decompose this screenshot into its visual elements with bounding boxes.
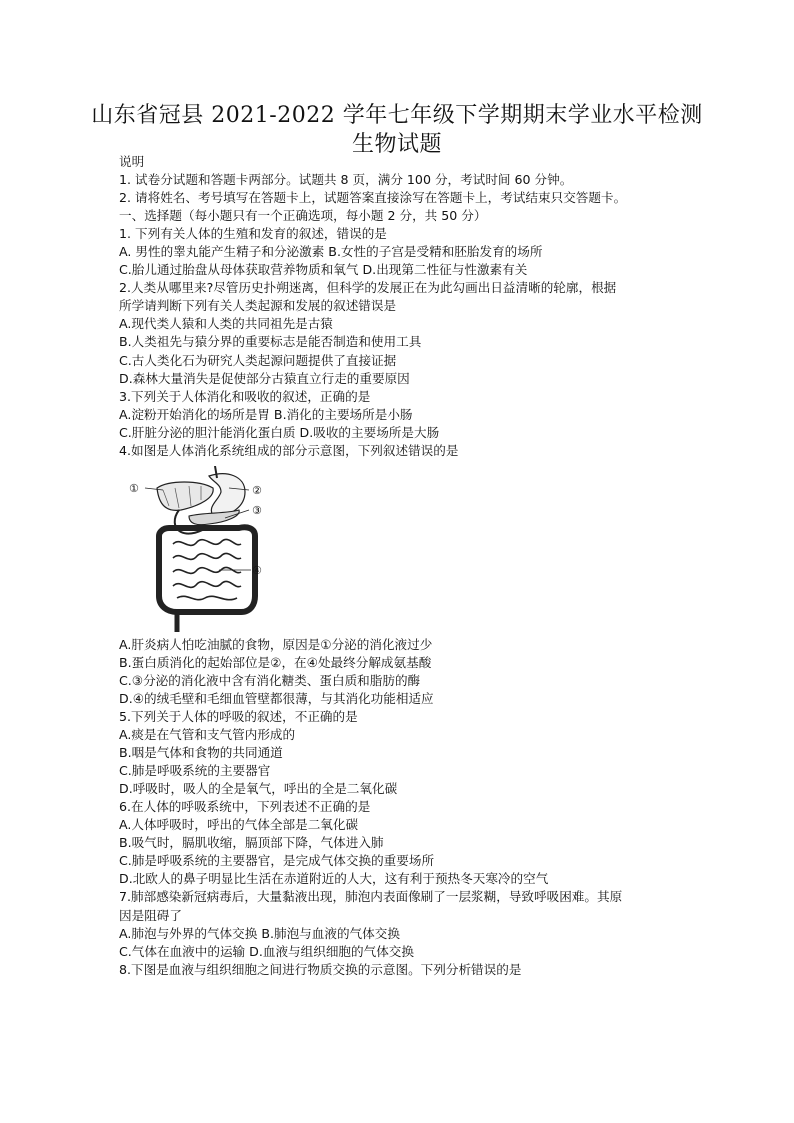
question-option: D.北欧人的鼻子明显比生活在赤道附近的人大，这有利于预热冬天寒冷的空气 xyxy=(119,871,549,887)
question-option: B.咽是气体和食物的共同通道 xyxy=(119,745,283,761)
question-stem: 4.如图是人体消化系统组成的部分示意图，下列叙述错误的是 xyxy=(119,442,459,458)
question-stem: 1. 下列有关人体的生殖和发育的叙述，错误的是 xyxy=(119,226,387,242)
question-option: A.现代类人猿和人类的共同祖先是古猿 xyxy=(119,316,333,332)
digestive-system-diagram xyxy=(119,460,689,636)
diagram-label-2: ② xyxy=(252,483,262,497)
question-option: A. 男性的睾丸能产生精子和分泌激素 B.女性的子宫是受精和胚胎发育的场所 xyxy=(119,244,543,260)
exam-subtitle: 生物试题 xyxy=(351,132,442,157)
question-option: A.肝炎病人怕吃油腻的食物，原因是①分泌的消化液过少 xyxy=(119,636,433,652)
instruction-item: 2. 请将姓名、考号填写在答题卡上，试题答案直接涂写在答题卡上，考试结束只交答题卡。 xyxy=(119,190,627,206)
question-stem: 所学请判断下列有关人类起源和发展的叙述错误是 xyxy=(119,298,397,314)
question-option: D.森林大量消失是促使部分古猿直立行走的重要原因 xyxy=(119,370,410,386)
digestive-system-illustration xyxy=(129,466,289,634)
question-stem: 3.下列关于人体消化和吸收的叙述，正确的是 xyxy=(119,388,371,404)
question-option: C.肺是呼吸系统的主要器官，是完成气体交换的重要场所 xyxy=(119,853,435,869)
instructions-heading: 说明 xyxy=(119,154,145,169)
question-option: B.吸气时，膈肌收缩，膈顶部下降，气体进入肺 xyxy=(119,835,384,851)
question-option: A.淀粉开始消化的场所是胃 B.消化的主要场所是小肠 xyxy=(119,406,413,422)
question-stem: 8.下图是血液与组织细胞之间进行物质交换的示意图。下列分析错误的是 xyxy=(119,961,522,977)
question-option: A.痰是在气管和支气管内形成的 xyxy=(119,727,296,743)
question-option: C.③分泌的消化液中含有消化糖类、蛋白质和脂肪的酶 xyxy=(119,672,421,688)
question-option: B.蛋白质消化的起始部位是②，在④处最终分解成氨基酸 xyxy=(119,654,432,670)
question-stem: 7.肺部感染新冠病毒后，大量黏液出现，肺泡内表面像刷了一层浆糊，导致呼吸困难。其原 xyxy=(119,889,623,905)
diagram-label-4: ④ xyxy=(252,563,262,577)
diagram-label-1: ① xyxy=(129,481,139,495)
question-option: A.肺泡与外界的气体交换 B.肺泡与血液的气体交换 xyxy=(119,925,400,941)
question-stem: 5.下列关于人体的呼吸的叙述，不正确的是 xyxy=(119,708,358,724)
question-option: D.呼吸时，吸人的全是氧气，呼出的全是二氧化碳 xyxy=(119,781,398,797)
question-stem: 6.在人体的呼吸系统中，下列表述不正确的是 xyxy=(119,799,371,815)
question-option: C.肝脏分泌的胆汁能消化蛋白质 D.吸收的主要场所是大肠 xyxy=(119,424,440,440)
question-stem: 因是阻碍了 xyxy=(119,907,182,923)
instruction-item: 1. 试卷分试题和答题卡两部分。试题共 8 页，满分 100 分，考试时间 60 分钟。 xyxy=(119,172,573,188)
question-option: C.肺是呼吸系统的主要器官 xyxy=(119,763,271,779)
question-option: B.人类祖先与猿分界的重要标志是能否制造和使用工具 xyxy=(119,334,422,350)
diagram-label-3: ③ xyxy=(252,503,262,517)
stomach-shape xyxy=(209,474,245,517)
question-option: C.气体在血液中的运输 D.血液与组织细胞的气体交换 xyxy=(119,943,414,959)
question-option: D.④的绒毛壁和毛细血管壁都很薄，与其消化功能相适应 xyxy=(119,690,434,706)
question-option: A.人体呼吸时，呼出的气体全部是二氧化碳 xyxy=(119,817,359,833)
exam-content xyxy=(119,153,689,979)
exam-title: 山东省冠县 2021-2022 学年七年级下学期期末学业水平检测 xyxy=(91,103,703,128)
question-option: C.胎儿通过胎盘从母体获取营养物质和氧气 D.出现第二性征与性激素有关 xyxy=(119,262,528,278)
question-stem: 2.人类从哪里来?尽管历史扑朔迷离，但科学的发展正在为此勾画出日益清晰的轮廓，根据 xyxy=(119,280,617,296)
question-option: C.古人类化石为研究人类起源问题提供了直接证据 xyxy=(119,352,397,368)
section-heading: 一、选择题（每小题只有一个正确选项，每小题 2 分，共 50 分） xyxy=(119,208,487,224)
